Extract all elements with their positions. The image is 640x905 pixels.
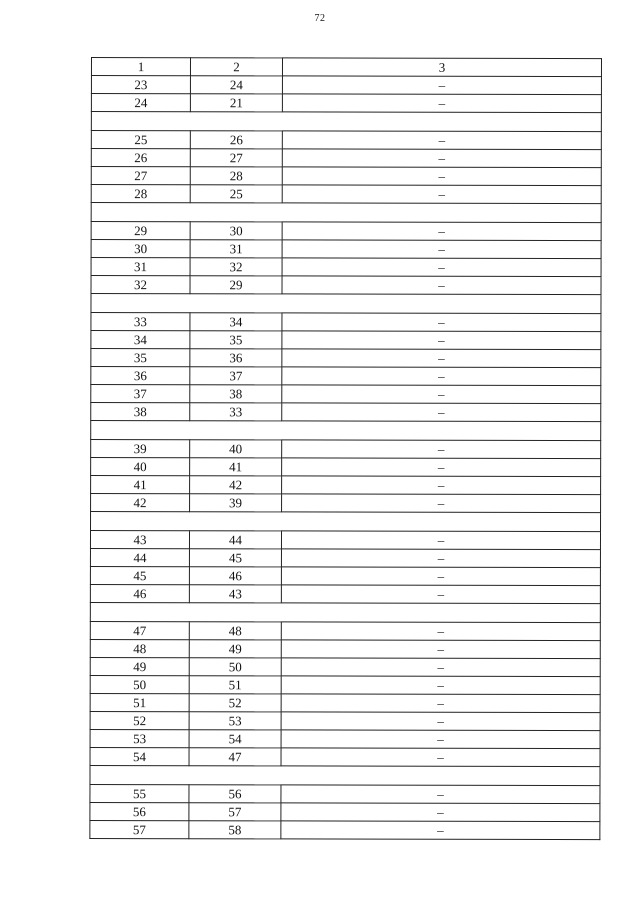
group-separator-row <box>91 421 601 441</box>
table-row <box>91 276 601 295</box>
table-row <box>91 131 601 150</box>
table-cell-col1: 51 <box>90 693 189 711</box>
table-row <box>90 531 600 550</box>
table-cell-col2: 57 <box>189 803 281 821</box>
table-row <box>91 94 601 113</box>
separator-cell <box>91 112 601 132</box>
table-cell-col2: 32 <box>190 258 282 276</box>
table-cell-col3: – <box>281 622 600 641</box>
table-cell-col2: 28 <box>190 167 282 185</box>
table-row <box>91 403 601 422</box>
table-cell-col3: – <box>281 549 600 568</box>
table-cell-col3: – <box>281 785 600 804</box>
table-cell-col1: 27 <box>91 167 190 185</box>
table-cell-col3: – <box>282 94 601 113</box>
separator-cell <box>90 602 600 622</box>
table-cell-col3: – <box>281 712 600 731</box>
table-cell-col3: – <box>281 531 600 550</box>
table-cell-col3: – <box>282 276 601 295</box>
table-cell-col2: 54 <box>189 730 281 748</box>
table-cell-col1: 29 <box>91 222 190 240</box>
table-row <box>91 240 601 259</box>
table-row <box>90 729 600 748</box>
table-cell-col2: 34 <box>190 313 282 331</box>
page-number: 72 <box>314 13 326 24</box>
column-header-1: 1 <box>91 58 190 76</box>
table-cell-col2: 42 <box>190 476 282 494</box>
column-header-3: 3 <box>282 58 601 77</box>
table-cell-col3: – <box>281 730 600 749</box>
column-header-2: 2 <box>190 58 282 76</box>
table-cell-col2: 46 <box>189 567 281 585</box>
table-cell-col2: 29 <box>190 276 282 294</box>
table-cell-col2: 25 <box>190 185 282 203</box>
table-cell-col3: – <box>282 494 601 513</box>
table-row <box>90 711 600 730</box>
table-cell-col2: 36 <box>190 349 282 367</box>
group-separator-row <box>91 112 601 132</box>
table-body <box>90 58 602 840</box>
table-row <box>90 820 600 839</box>
table-cell-col1: 48 <box>90 639 189 657</box>
table-row <box>91 458 601 477</box>
table-row <box>90 675 600 694</box>
table-row <box>90 693 600 712</box>
table-cell-col3: – <box>282 367 601 386</box>
table-row <box>90 621 600 640</box>
separator-cell <box>91 294 601 314</box>
table-cell-col3: – <box>282 76 601 95</box>
table-row <box>91 76 601 95</box>
table-row <box>91 476 601 495</box>
table-cell-col1: 23 <box>91 76 190 94</box>
table-row <box>91 494 601 513</box>
table-cell-col1: 28 <box>91 185 190 203</box>
table-cell-col1: 57 <box>90 820 189 838</box>
table-cell-col2: 52 <box>189 694 281 712</box>
table-row <box>91 349 601 368</box>
table-row <box>90 548 600 567</box>
table-row <box>91 385 601 404</box>
table-cell-col1: 38 <box>91 403 190 421</box>
table-cell-col1: 56 <box>90 802 189 820</box>
table-cell-col1: 54 <box>90 747 189 765</box>
table-cell-col3: – <box>282 131 601 150</box>
table-cell-col3: – <box>281 694 600 713</box>
table-row <box>90 657 600 676</box>
table-row <box>91 185 601 204</box>
table-cell-col2: 41 <box>190 458 282 476</box>
table-cell-col3: – <box>282 385 601 404</box>
table-row <box>91 440 601 459</box>
table-cell-col2: 39 <box>190 494 282 512</box>
table-row <box>91 149 601 168</box>
table-cell-col2: 50 <box>189 658 281 676</box>
table-cell-col3: – <box>282 167 601 186</box>
table-cell-col3: – <box>281 585 600 604</box>
table-cell-col3: – <box>282 313 601 332</box>
table-cell-col3: – <box>282 458 601 477</box>
table-cell-col1: 42 <box>91 494 190 512</box>
table-row <box>91 222 601 241</box>
table-cell-col3: – <box>281 803 600 822</box>
table-cell-col1: 53 <box>90 729 189 747</box>
table-cell-col1: 55 <box>90 784 189 802</box>
separator-cell <box>91 203 601 223</box>
table-cell-col2: 38 <box>190 385 282 403</box>
table-cell-col3: – <box>282 258 601 277</box>
table-cell-col1: 40 <box>91 458 190 476</box>
table-cell-col1: 24 <box>91 94 190 112</box>
separator-cell <box>90 765 600 785</box>
table-cell-col2: 40 <box>190 440 282 458</box>
table-cell-col2: 49 <box>189 640 281 658</box>
group-separator-row <box>91 294 601 314</box>
table-cell-col1: 45 <box>90 566 189 584</box>
table-cell-col1: 46 <box>90 584 189 602</box>
table-cell-col3: – <box>282 331 601 350</box>
table-row <box>90 566 600 585</box>
table-cell-col3: – <box>281 640 600 659</box>
table-cell-col2: 33 <box>190 403 282 421</box>
table-cell-col1: 36 <box>91 367 190 385</box>
table-cell-col2: 56 <box>189 785 281 803</box>
table-cell-col1: 30 <box>91 240 190 258</box>
table-cell-col2: 53 <box>189 712 281 730</box>
table-cell-col2: 30 <box>190 222 282 240</box>
table-cell-col3: – <box>282 149 601 168</box>
table-cell-col2: 51 <box>189 676 281 694</box>
table-cell-col1: 31 <box>91 258 190 276</box>
table-cell-col2: 43 <box>189 585 281 603</box>
table-cell-col1: 34 <box>91 331 190 349</box>
table-cell-col3: – <box>281 748 600 767</box>
table-cell-col1: 25 <box>91 131 190 149</box>
group-separator-row <box>90 765 600 785</box>
table-row <box>91 313 601 332</box>
table-cell-col1: 41 <box>91 476 190 494</box>
table-cell-col3: – <box>281 658 600 677</box>
table-cell-col1: 35 <box>91 349 190 367</box>
table-cell-col2: 21 <box>190 94 282 112</box>
table-cell-col1: 47 <box>90 621 189 639</box>
table-cell-col2: 31 <box>190 240 282 258</box>
table-cell-col1: 52 <box>90 711 189 729</box>
table-cell-col2: 35 <box>190 331 282 349</box>
group-separator-row <box>91 203 601 223</box>
table-cell-col3: – <box>282 403 601 422</box>
table-cell-col2: 47 <box>189 748 281 766</box>
table-cell-col2: 44 <box>189 531 281 549</box>
table-cell-col3: – <box>281 821 600 840</box>
separator-cell <box>91 421 601 441</box>
table-row <box>90 639 600 658</box>
table-cell-col2: 37 <box>190 367 282 385</box>
table-cell-col1: 37 <box>91 385 190 403</box>
table-cell-col2: 58 <box>189 821 281 839</box>
table-row <box>90 784 600 803</box>
table-row <box>90 802 600 821</box>
table-cell-col1: 32 <box>91 276 190 294</box>
table-cell-col1: 50 <box>90 675 189 693</box>
table-cell-col3: – <box>281 567 600 586</box>
table-cell-col3: – <box>282 222 601 241</box>
table-cell-col2: 45 <box>189 549 281 567</box>
table-cell-col1: 33 <box>91 313 190 331</box>
table-cell-col1: 43 <box>90 531 189 549</box>
table-cell-col1: 39 <box>91 440 190 458</box>
table-cell-col1: 44 <box>90 548 189 566</box>
table-cell-col3: – <box>281 676 600 695</box>
table-cell-col3: – <box>282 349 601 368</box>
table-cell-col3: – <box>282 476 601 495</box>
table-cell-col2: 24 <box>190 76 282 94</box>
table-cell-col3: – <box>282 440 601 459</box>
table-row <box>91 258 601 277</box>
table-row <box>91 331 601 350</box>
group-separator-row <box>91 512 601 532</box>
table-cell-col2: 48 <box>189 622 281 640</box>
table-header-row <box>91 58 601 77</box>
table-row <box>90 747 600 766</box>
table-cell-col2: 26 <box>190 131 282 149</box>
table-cell-col3: – <box>282 185 601 204</box>
group-separator-row <box>90 602 600 622</box>
separator-cell <box>91 512 601 532</box>
table-row <box>91 167 601 186</box>
table-cell-col1: 26 <box>91 149 190 167</box>
table-cell-col2: 27 <box>190 149 282 167</box>
table-row <box>91 367 601 386</box>
table-row <box>90 584 600 603</box>
table-cell-col1: 49 <box>90 657 189 675</box>
table-cell-col3: – <box>282 240 601 259</box>
data-table <box>89 57 602 840</box>
